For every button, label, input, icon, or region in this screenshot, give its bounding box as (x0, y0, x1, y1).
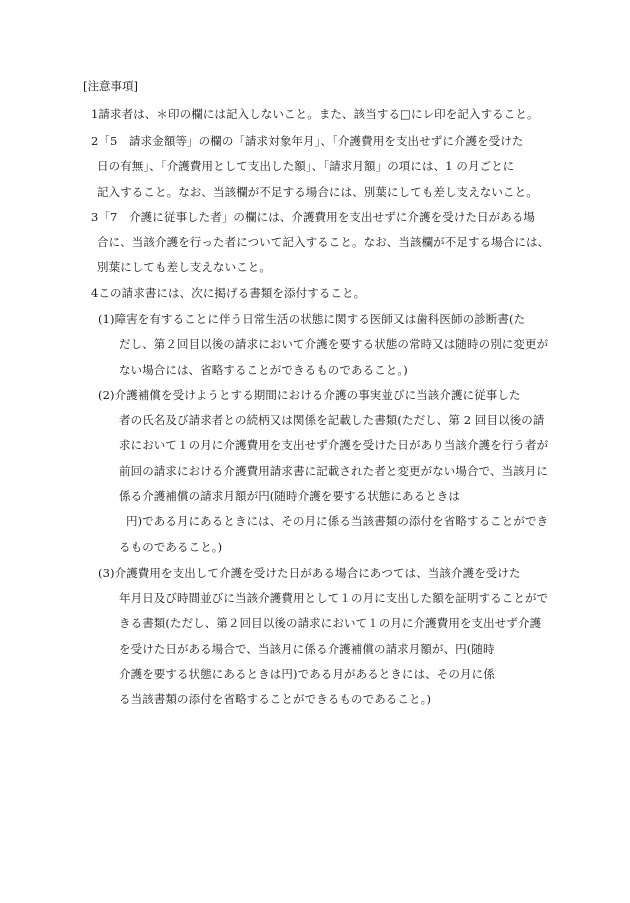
item-2-line-1 (91, 134, 524, 148)
subitem-2-line-4: 前回の請求における介護費用請求書に記載された者と変更がない場合で、当該月に (119, 464, 548, 478)
subitem-3-text-5b: 円)である月があるときには、その月に係 (281, 667, 495, 681)
item-2-line-3: 記入すること。なお、当該欄が不足する場合には、別葉にしても差し支えないこと。 (97, 185, 538, 199)
subitem-1-line-1 (98, 312, 525, 326)
item-3-line-2: 合に、当該介護を行った者について記入すること。なお、当該欄が不足する場合には、 (97, 235, 550, 249)
subitem-2-text-1: 介護補償を受けようとする期間における介護の事実並びに当該介護に従事した (114, 388, 521, 402)
subitem-2-line-3: 求において１の月に介護費用を支出せず介護を受けた日があり当該介護を行う者が (119, 438, 549, 452)
subitem-3-line-4 (119, 642, 495, 656)
subitem-3-line-3: きる書類(ただし、第２回目以後の請求において１の月に介護費用を支出せず介護 (119, 616, 542, 630)
subitem-2-line-6: 円)である月にあるときには、その月に係る当該書類の添付を省略することができ (126, 514, 549, 528)
subitem-3-text-4a: を受けた日がある場合で、当該月に係る介護補償の請求月額が、 (119, 642, 456, 656)
subitem-3-text-4b: 円(随時 (455, 642, 495, 656)
subitem-1-text-1: 障害を有することに伴う日常生活の状態に関する医師又は歯科医師の診断書(た (114, 312, 526, 326)
item-1-line-1 (91, 107, 539, 121)
subitem-2-line-5 (119, 489, 460, 503)
item-4-number: 4 (91, 286, 99, 300)
item-3-number: 3 (91, 210, 99, 224)
item-3-line-1 (91, 210, 535, 224)
item-3-line-3: 別葉にしても差し支えないこと。 (97, 260, 271, 274)
subitem-3-line-1 (98, 566, 521, 580)
subitem-1-line-2: だし、第２回目以後の請求において介護を要する状態の常時又は随時の別に変更が (119, 337, 549, 351)
subitem-1-line-3: ない場合には、省略することができるものであること。) (119, 363, 408, 377)
subitem-1-number: (1) (98, 312, 115, 326)
item-4-text: この請求書には、次に掲げる書類を添付すること。 (98, 286, 366, 300)
subitem-3-line-5 (119, 667, 495, 681)
subitem-3-number: (3) (98, 566, 115, 580)
item-1-text: 請求者は、＊印の欄には記入しないこと。また、該当する□にレ印を記入すること。 (98, 107, 539, 121)
item-2-number: 2 (91, 134, 99, 148)
subitem-2-text-5b: 円(随時介護を要する状態にあるときは (258, 489, 460, 503)
subitem-3-text-1: 介護費用を支出して介護を受けた日がある場合にあつては、当該介護を受けた (114, 566, 521, 580)
subitem-3-line-6: る当該書類の添付を省略することができるものであること。) (119, 692, 432, 706)
item-1-number: 1 (91, 107, 99, 121)
item-4-line-1 (91, 286, 365, 300)
item-2-line-2: 日の有無」、「介護費用として支出した額」、「請求月額」の項には、1 の月ごとに (97, 159, 515, 173)
subitem-2-line-1 (98, 388, 521, 402)
subitem-2-line-2: 者の氏名及び請求者との続柄又は関係を記載した書類(ただし、第 2 回目以後の請 (119, 413, 545, 427)
item-3-text-1: 「7 介護に従事した者」の欄には、介護費用を支出せずに介護を受けた日がある場 (98, 210, 536, 224)
subitem-2-text-5a: 係る介護補償の請求月額が (119, 489, 259, 503)
subitem-3-text-5a: 介護を要する状態にあるときは (119, 667, 282, 681)
notes-heading: [注意事項] (83, 79, 138, 93)
subitem-2-number: (2) (98, 388, 115, 402)
item-2-text-1: 「5 請求金額等」の欄の「請求対象年月」、「介護費用を支出せずに介護を受けた (98, 134, 524, 148)
subitem-3-line-2: 年月日及び時間並びに当該介護費用として１の月に支出した額を証明することがで (119, 591, 549, 605)
subitem-2-line-7: るものであること。) (119, 540, 223, 554)
